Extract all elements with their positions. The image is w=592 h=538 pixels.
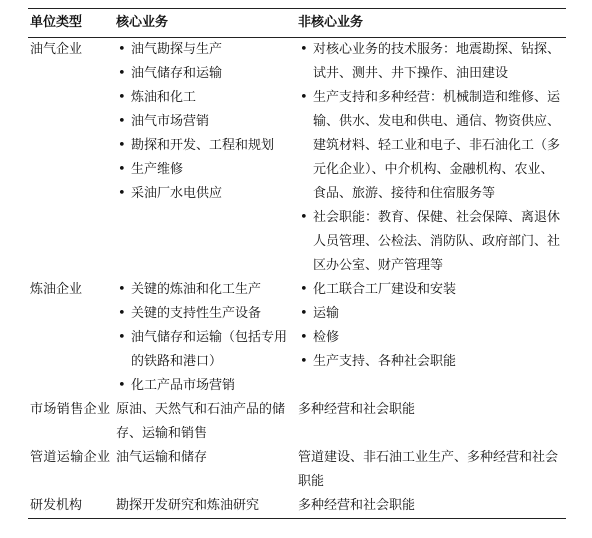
list-item: • 油气储存和运输 [116,62,292,86]
non-core-cell [296,38,566,279]
header-row [28,9,566,38]
list-item: • 油气储存和运输（包括专用的铁路和港口） [116,326,292,374]
header-core-business: 核心业务 [114,9,296,38]
core-list [116,38,292,206]
list-item: • 生产支持、各种社会职能 [298,350,562,374]
list-item: • 化工联合工厂建设和安装 [298,278,562,302]
list-item: • 检修 [298,326,562,350]
table-row [28,446,566,494]
list-item: • 化工产品市场营销 [116,374,292,398]
table-header [28,9,566,38]
business-table [28,8,566,519]
table-row [28,494,566,519]
unit-cell: 油气企业 [30,42,83,57]
list-item: • 油气市场营销 [116,110,292,134]
list-item: • 社会职能：教育、保健、社会保障、离退休人员管理、公检法、消防队、政府部门、社区办公室、财产管理等 [298,206,562,278]
header-unit-type: 单位类型 [28,9,114,38]
non-core-cell [296,278,566,398]
header-non-core-business: 非核心业务 [296,9,566,38]
list-item: • 生产支持和多种经营：机械制造和维修、运输、供水、发电和供电、通信、物资供应、建筑材料、轻工业和电子、非石油化工（多元化企业）、中介机构、金融机构、农业、食品、旅游、接待和住宿服务等 [298,86,562,206]
non-core-cell: 管道建设、非石油工业生产、多种经营和社会职能 [298,450,559,489]
core-cell [114,278,296,398]
table-row [28,38,566,279]
list-item: • 运输 [298,302,562,326]
list-item: • 对核心业务的技术服务：地震勘探、钻探、试井、测井、井下操作、油田建设 [298,38,562,86]
unit-cell: 管道运输企业 [30,450,110,465]
list-item: • 关键的支持性生产设备 [116,302,292,326]
unit-cell: 市场销售企业 [30,402,110,417]
table-row [28,398,566,446]
unit-cell: 炼油企业 [30,282,83,297]
core-cell: 原油、天然气和石油产品的储存、运输和销售 [116,402,286,441]
list-item: • 关键的炼油和化工生产 [116,278,292,302]
unit-cell: 研发机构 [28,494,114,519]
core-cell [114,38,296,279]
list-item: • 勘探和开发、工程和规划 [116,134,292,158]
non-core-cell: 多种经营和社会职能 [298,402,416,417]
list-item: • 炼油和化工 [116,86,292,110]
core-cell: 勘探开发研究和炼油研究 [114,494,296,519]
non-core-list [298,38,562,278]
table-row [28,278,566,398]
list-item: • 采油厂水电供应 [116,182,292,206]
core-cell: 油气运输和储存 [116,450,208,465]
non-core-cell: 多种经营和社会职能 [296,494,566,519]
non-core-list [298,278,562,374]
list-item: • 油气勘探与生产 [116,38,292,62]
list-item: • 生产维修 [116,158,292,182]
core-list [116,278,292,398]
